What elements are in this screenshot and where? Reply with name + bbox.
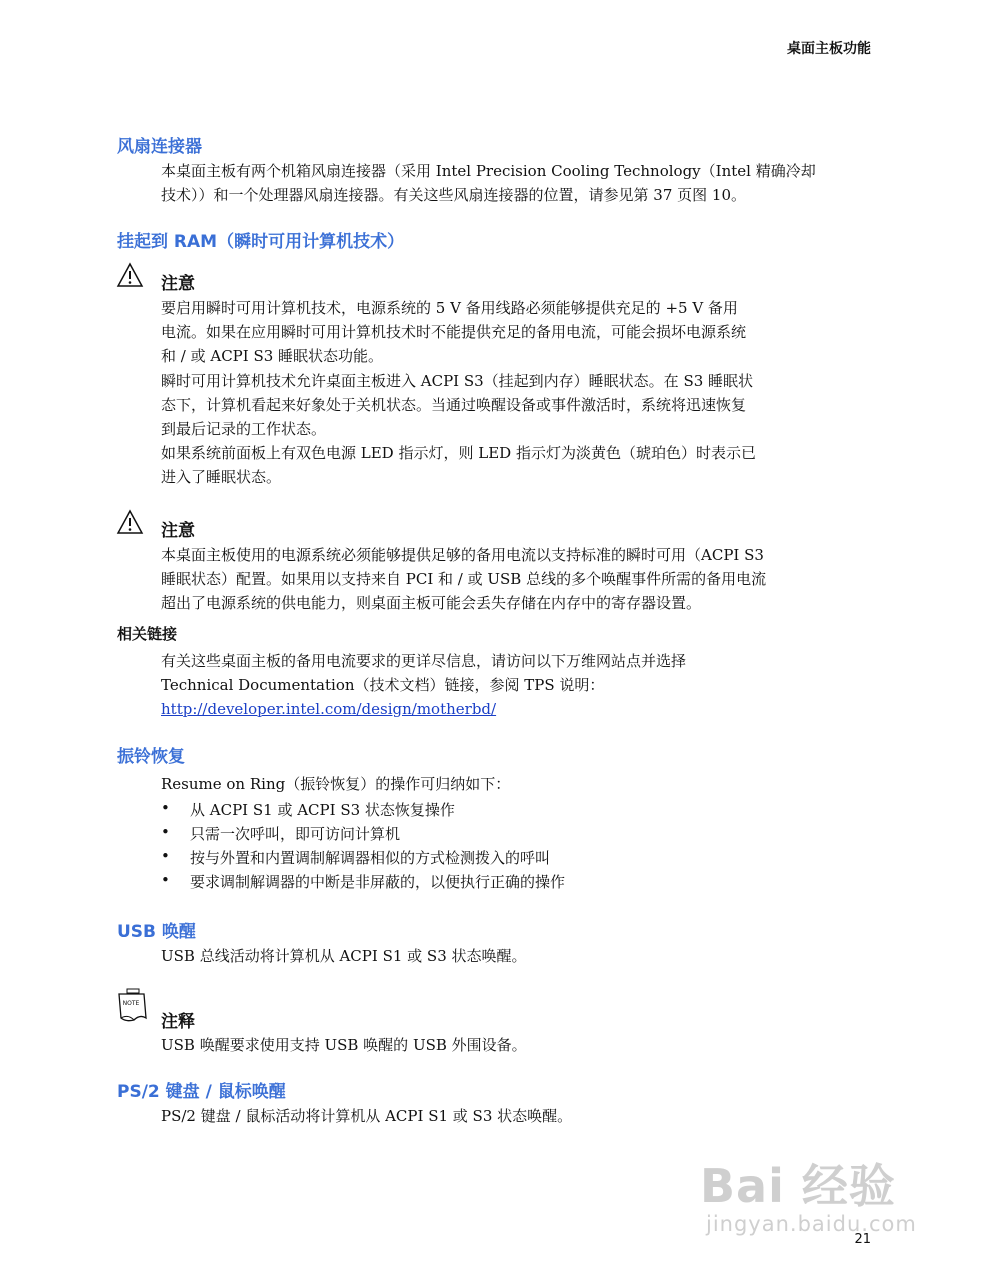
text-line: 瞬时可用计算机技术允许桌面主板进入 ACPI S3（挂起到内存）睡眠状态。在 S3 睡眠状 (161, 372, 754, 390)
caution-paragraph (161, 543, 871, 615)
section-title-fan: 风扇连接器 (117, 137, 202, 157)
bullet-marker: • (161, 823, 170, 841)
text-line: Technical Documentation（技术文档）链接，参阅 TPS 说明： (161, 676, 605, 694)
text-line: 到最后记录的工作状态。 (161, 420, 327, 438)
list-item: 只需一次呼叫，即可访问计算机 (190, 825, 401, 843)
section-title-usb: USB 唤醒 (117, 922, 196, 942)
note-label: 注释 (161, 1012, 195, 1032)
text-line: 技术））和一个处理器风扇连接器。有关这些风扇连接器的位置，请参见第 37 页图 10。 (161, 186, 746, 204)
text-line: 电流。如果在应用瞬时可用计算机技术时不能提供充足的备用电流，可能会损坏电源系统 (161, 323, 747, 341)
caution-label: 注意 (161, 274, 195, 294)
text-line: 进入了睡眠状态。 (161, 468, 282, 486)
text-line: 本桌面主板使用的电源系统必须能够提供足够的备用电流以支持标准的瞬时可用（ACPI S3 (161, 546, 764, 564)
text-line: 有关这些桌面主板的备用电流要求的更详尽信息，请访问以下万维网站点并选择 (161, 652, 687, 670)
ram-paragraph-2 (161, 441, 871, 489)
watermark-logo-text: Bai 经验 (700, 1159, 896, 1213)
baidu-watermark (700, 1150, 930, 1250)
bullet-marker: • (161, 871, 170, 889)
section-title-ring: 振铃恢复 (117, 747, 185, 767)
note-icon-label: NOTE (122, 1000, 140, 1007)
ram-paragraph-1 (161, 369, 871, 441)
usb-paragraph: USB 总线活动将计算机从 ACPI S1 或 S3 状态唤醒。 (161, 947, 527, 965)
text-line: 要启用瞬时可用计算机技术，电源系统的 5 V 备用线路必须能够提供充足的 +5 V 备用 (161, 299, 738, 317)
ring-intro: Resume on Ring（振铃恢复）的操作可归纳如下： (161, 775, 511, 793)
intel-motherboard-link[interactable]: http://developer.intel.com/design/motherbd/ (161, 700, 497, 718)
text-line: 如果系统前面板上有双色电源 LED 指示灯，则 LED 指示灯为淡黄色（琥珀色）时表示已 (161, 444, 756, 462)
warning-triangle-icon (116, 262, 144, 288)
page-header: 桌面主板功能 (787, 41, 871, 57)
related-links-paragraph (161, 649, 871, 721)
watermark-url: jingyan.baidu.com (706, 1212, 917, 1236)
list-item: 按与外置和内置调制解调器相似的方式检测拨入的呼叫 (190, 849, 551, 867)
related-links-title: 相关链接 (117, 625, 178, 643)
caution-label: 注意 (161, 521, 195, 541)
section-title-ram: 挂起到 RAM（瞬时可用计算机技术） (117, 232, 405, 252)
warning-triangle-icon (116, 509, 144, 535)
section-title-ps2: PS/2 键盘 / 鼠标唤醒 (117, 1082, 286, 1102)
bullet-marker: • (161, 799, 170, 817)
text-line: 和 / 或 ACPI S3 睡眠状态功能。 (161, 347, 384, 365)
bullet-marker: • (161, 847, 170, 865)
ps2-paragraph: PS/2 键盘 / 鼠标活动将计算机从 ACPI S1 或 S3 状态唤醒。 (161, 1107, 573, 1125)
fan-paragraph (161, 159, 871, 207)
note-paper-icon (116, 988, 150, 1024)
note-paragraph: USB 唤醒要求使用支持 USB 唤醒的 USB 外围设备。 (161, 1036, 527, 1054)
list-item: 要求调制解调器的中断是非屏蔽的，以便执行正确的操作 (190, 873, 566, 891)
caution-paragraph (161, 296, 871, 368)
text-line: 态下，计算机看起来好象处于关机状态。当通过唤醒设备或事件激活时，系统将迅速恢复 (161, 396, 747, 414)
list-item: 从 ACPI S1 或 ACPI S3 状态恢复操作 (190, 801, 455, 819)
text-line: 超出了电源系统的供电能力，则桌面主板可能会丢失存储在内存中的寄存器设置。 (161, 594, 702, 612)
text-line: 睡眠状态）配置。如果用以支持来自 PCI 和 / 或 USB 总线的多个唤醒事件所需的备用电流 (161, 570, 767, 588)
page-number: 21 (854, 1232, 871, 1247)
text-line: 本桌面主板有两个机箱风扇连接器（采用 Intel Precision Cooling Technology（Intel 精确冷却 (161, 162, 816, 180)
